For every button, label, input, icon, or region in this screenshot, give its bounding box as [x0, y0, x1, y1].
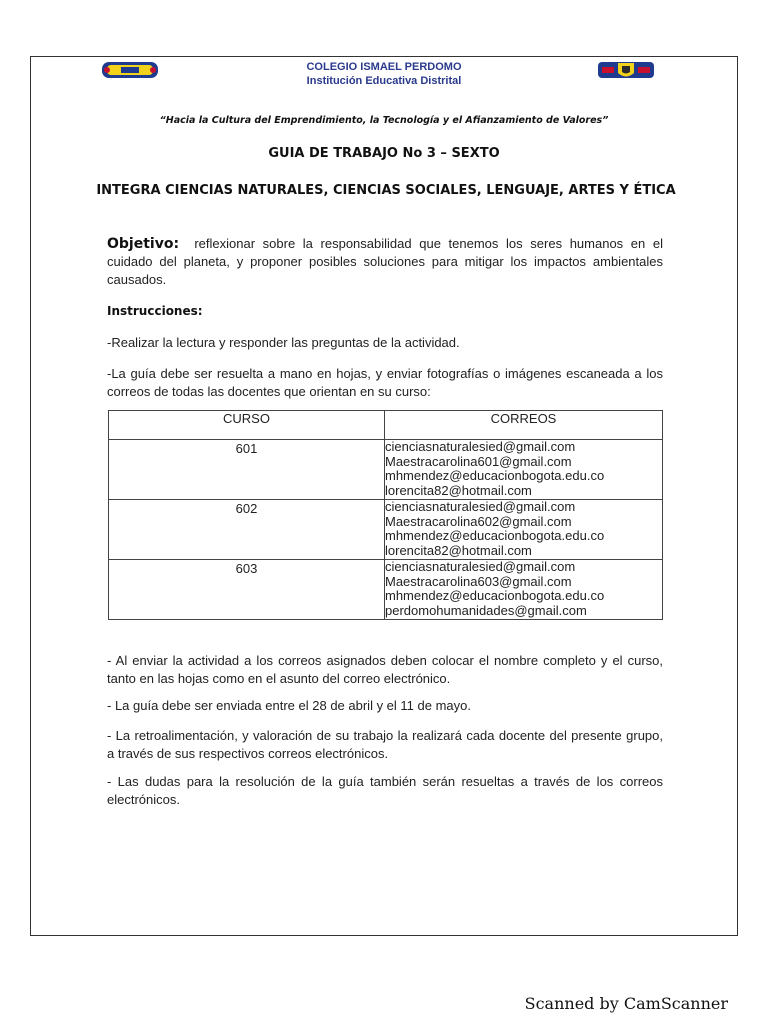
- email-address: lorencita82@hotmail.com: [385, 482, 532, 498]
- table-row: [109, 440, 663, 500]
- course-cell: 603: [109, 560, 385, 620]
- table-header-course: CURSO: [109, 411, 385, 440]
- instruction-item: -Realizar la lectura y responder las preguntas de la actividad.: [107, 335, 460, 350]
- guide-title: GUIA DE TRABAJO No 3 – SEXTO: [268, 146, 500, 161]
- emails-cell: [385, 440, 663, 500]
- email-address: cienciasnaturalesied@gmail.com: [385, 439, 576, 454]
- email-address: cienciasnaturalesied@gmail.com: [385, 499, 576, 514]
- objective-label: Objetivo:: [107, 236, 180, 252]
- scanner-watermark: Scanned by CamScanner: [524, 994, 728, 1013]
- bogota-shield-icon: [596, 59, 656, 81]
- school-subtitle: Institución Educativa Distrital: [306, 75, 462, 87]
- note-item: - La retroalimentación, y valoración de su trabajo la realizará cada docente del presente grupo, a través de sus respectivos correos electrónicos.: [107, 728, 663, 761]
- school-motto: “Hacia la Cultura del Emprendimiento, la Tecnología y el Afianzamiento de Valores”: [159, 115, 609, 126]
- email-address: mhmendez@educacionbogota.edu.co: [385, 588, 605, 603]
- instructions-label: Instrucciones:: [107, 304, 203, 318]
- email-address: mhmendez@educacionbogota.edu.co: [385, 468, 605, 483]
- document-page: [30, 56, 738, 936]
- objective-text: reflexionar sobre la responsabilidad que tenemos los seres humanos en el cuidado del planeta, y proponer posibles soluciones para mitigar los impactos ambientales causados.: [107, 236, 664, 287]
- table-header-emails: CORREOS: [385, 411, 663, 440]
- email-address: perdomohumanidades@gmail.com: [385, 602, 587, 618]
- course-cell: 602: [109, 500, 385, 560]
- subjects-title: INTEGRA CIENCIAS NATURALES, CIENCIAS SOCIALES, LENGUAJE, ARTES Y ÉTICA: [96, 183, 676, 198]
- objective-paragraph: [107, 235, 663, 289]
- course-emails-table: [108, 410, 663, 620]
- email-address: lorencita82@hotmail.com: [385, 542, 532, 558]
- emails-cell: [385, 500, 663, 560]
- table-header-row: [109, 411, 663, 440]
- instruction-item: -La guía debe ser resuelta a mano en hojas, y enviar fotografías o imágenes escaneada a los correos de todas las docentes que orientan en su curso:: [107, 366, 663, 399]
- note-item: - Al enviar la actividad a los correos asignados deben colocar el nombre completo y el curso, tanto en las hojas como en el asunto del correo electrónico.: [107, 653, 663, 686]
- course-cell: 601: [109, 440, 385, 500]
- email-address: Maestracarolina602@gmail.com: [385, 513, 572, 529]
- note-item: - Las dudas para la resolución de la guía también serán resueltas a través de los correos electrónicos.: [107, 774, 663, 807]
- email-address: Maestracarolina603@gmail.com: [385, 573, 572, 589]
- email-address: cienciasnaturalesied@gmail.com: [385, 559, 576, 574]
- email-address: Maestracarolina601@gmail.com: [385, 453, 572, 469]
- table-row: [109, 500, 663, 560]
- email-address: mhmendez@educacionbogota.edu.co: [385, 528, 605, 543]
- table-row: [109, 560, 663, 620]
- school-name: COLEGIO ISMAEL PERDOMO: [306, 61, 462, 73]
- note-item: - La guía debe ser enviada entre el 28 de abril y el 11 de mayo.: [107, 698, 471, 713]
- emails-cell: [385, 560, 663, 620]
